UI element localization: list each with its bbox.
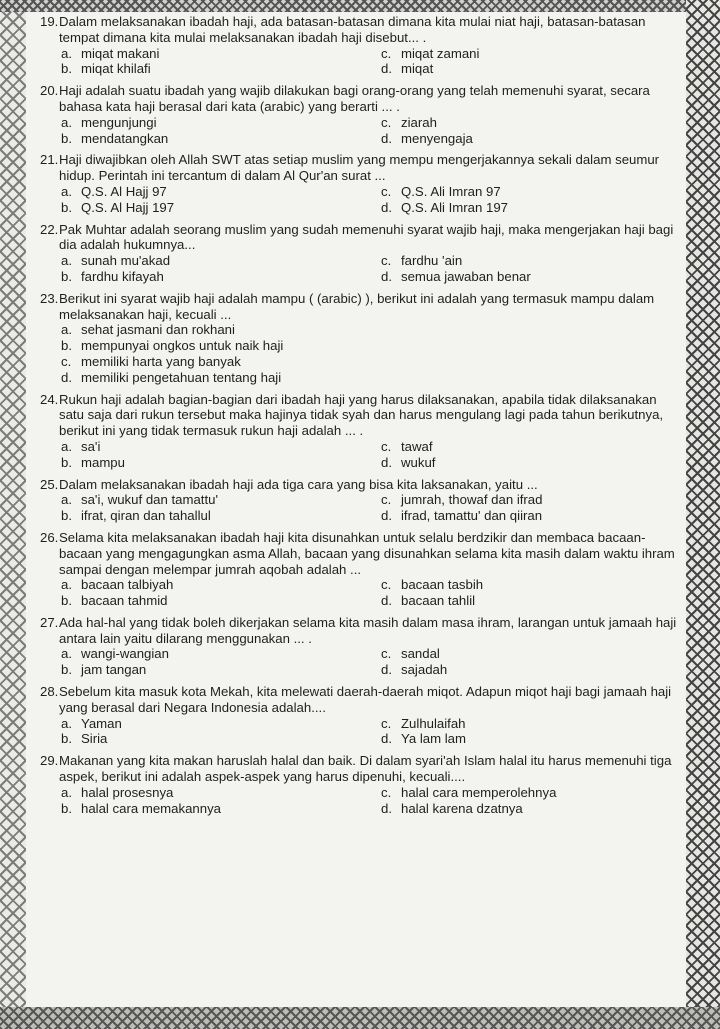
option-text: wangi-wangian xyxy=(81,646,169,662)
option-text: ifrat, qiran dan tahallul xyxy=(81,508,211,524)
answer-option[interactable] xyxy=(61,61,361,77)
answer-option[interactable] xyxy=(61,508,361,524)
question-stem xyxy=(40,615,680,647)
option-letter: b. xyxy=(61,338,72,354)
option-letter: a. xyxy=(61,492,72,508)
option-text: halal prosesnya xyxy=(81,784,174,800)
answer-option[interactable] xyxy=(381,646,681,662)
answer-option[interactable] xyxy=(61,731,361,747)
option-letter: c. xyxy=(381,577,392,593)
answer-options xyxy=(40,492,680,524)
question-item xyxy=(40,615,680,678)
answer-option[interactable] xyxy=(381,455,681,471)
question-number: 24. xyxy=(40,391,59,407)
option-text: sehat jasmani dan rokhani xyxy=(81,322,235,338)
option-text: mampu xyxy=(81,454,125,470)
option-text: mengunjungi xyxy=(81,114,157,130)
decorative-border-top xyxy=(0,0,720,12)
option-letter: b. xyxy=(61,130,72,146)
option-letter: d. xyxy=(381,662,392,678)
question-stem xyxy=(40,83,680,115)
option-text: miqat khilafi xyxy=(81,61,151,77)
answer-option[interactable] xyxy=(381,61,681,77)
question-item xyxy=(40,530,680,609)
option-text: mendatangkan xyxy=(81,130,169,146)
question-item xyxy=(40,222,680,285)
question-text: Haji adalah suatu ibadah yang wajib dilakukan bagi orang-orang yang telah memenuhi syarat, secara bahasa kata haji berasal dari kata (arabic) yang berarti ... . xyxy=(59,83,650,114)
option-letter: c. xyxy=(381,646,392,662)
answer-options xyxy=(40,46,680,78)
answer-option[interactable] xyxy=(381,662,681,678)
answer-option[interactable] xyxy=(61,801,361,817)
option-letter: b. xyxy=(61,662,72,678)
option-letter: c. xyxy=(381,438,392,454)
question-number: 19. xyxy=(40,14,59,29)
option-letter: a. xyxy=(61,784,72,800)
option-text: semua jawaban benar xyxy=(401,268,531,284)
answer-option[interactable] xyxy=(381,200,681,216)
question-text: Rukun haji adalah bagian-bagian dari ibadah haji yang harus dilaksanakan, apabila tidak dilaksanakan satu saja dari rukun tersebut maka hajinya tidak syah dan harus mengulang lagi pada tahun berikutnya, berikut ini yang tidak termasuk rukun haji adalah ... . xyxy=(59,391,664,439)
option-letter: c. xyxy=(381,253,392,269)
question-text: Dalam melaksanakan ibadah haji ada tiga cara yang bisa kita laksanakan, yaitu ... xyxy=(59,476,538,492)
answer-option[interactable] xyxy=(61,269,361,285)
answer-option[interactable] xyxy=(381,731,681,747)
answer-option[interactable] xyxy=(61,115,361,131)
option-letter: d. xyxy=(381,593,392,609)
option-letter: b. xyxy=(61,268,72,284)
option-letter: b. xyxy=(61,454,72,470)
question-stem xyxy=(40,152,680,184)
answer-option[interactable] xyxy=(61,338,680,354)
answer-option[interactable] xyxy=(61,354,680,370)
answer-options xyxy=(40,716,680,748)
option-letter: c. xyxy=(381,45,392,61)
option-letter: d. xyxy=(381,508,392,524)
answer-options xyxy=(40,439,680,471)
option-letter: d. xyxy=(381,199,392,215)
question-text: Ada hal-hal yang tidak boleh dikerjakan selama kita masih dalam masa ihram, larangan untuk jamaah haji antara lain yaitu dilarang menggunakan ... . xyxy=(59,614,677,646)
answer-options xyxy=(40,115,680,147)
option-text: halal karena dzatnya xyxy=(401,800,523,816)
option-text: memiliki pengetahuan tentang haji xyxy=(81,369,282,385)
option-letter: c. xyxy=(381,183,392,199)
option-letter: c. xyxy=(381,114,392,130)
question-item xyxy=(40,753,680,816)
option-letter: d. xyxy=(381,61,392,77)
option-letter: d. xyxy=(381,130,392,146)
answer-option[interactable] xyxy=(61,200,361,216)
option-letter: a. xyxy=(61,45,72,61)
answer-options xyxy=(40,577,680,609)
question-number: 22. xyxy=(40,221,59,237)
option-text: fardhu 'ain xyxy=(401,253,463,269)
option-letter: c. xyxy=(381,784,392,800)
answer-option[interactable] xyxy=(381,184,681,200)
option-letter: a. xyxy=(61,183,72,199)
answer-option[interactable] xyxy=(61,646,361,662)
option-text: memiliki harta yang banyak xyxy=(81,353,241,369)
question-item xyxy=(40,152,680,215)
option-text: sunah mu'akad xyxy=(81,253,171,269)
option-letter: d. xyxy=(381,268,392,284)
option-letter: a. xyxy=(61,577,72,593)
option-text: sa'i xyxy=(81,438,101,454)
option-text: miqat xyxy=(401,61,434,77)
option-text: Q.S. Al Hajj 97 xyxy=(81,183,167,199)
question-stem xyxy=(40,530,680,577)
answer-option[interactable] xyxy=(61,785,361,801)
option-letter: b. xyxy=(61,731,72,747)
option-letter: d. xyxy=(381,731,392,747)
option-text: ziarah xyxy=(401,114,437,130)
option-text: sajadah xyxy=(401,662,448,678)
question-text: Sebelum kita masuk kota Mekah, kita melewati daerah-daerah miqot. Adapun miqot haji bagi jamaah haji yang berasal dari Negara Indonesia adalah.... xyxy=(59,684,672,715)
option-letter: a. xyxy=(61,646,72,662)
option-text: Siria xyxy=(81,731,108,747)
answer-options xyxy=(40,646,680,678)
answer-option[interactable] xyxy=(381,131,681,147)
answer-option[interactable] xyxy=(61,439,361,455)
answer-option[interactable] xyxy=(61,577,361,593)
question-text: Selama kita melaksanakan ibadah haji kita disunahkan untuk selalu berdzikir dan membaca bacaan-bacaan yang mengagungkan asma Allah, bacaan yang disunahkan selama kita masih dalam waktu ihram sampai dengan melempar jumrah aqobah adalah ... xyxy=(59,529,675,577)
question-number: 28. xyxy=(40,684,59,700)
question-item xyxy=(40,291,680,386)
option-text: Ya lam lam xyxy=(401,731,466,747)
answer-option[interactable] xyxy=(61,46,361,62)
option-text: bacaan talbiyah xyxy=(81,577,174,593)
answer-option[interactable] xyxy=(381,492,681,508)
option-text: mempunyai ongkos untuk naik haji xyxy=(81,338,284,354)
option-letter: a. xyxy=(61,322,72,338)
option-text: tawaf xyxy=(401,438,433,454)
question-stem xyxy=(40,392,680,439)
question-stem xyxy=(40,291,680,323)
question-text: Makanan yang kita makan haruslah halal dan baik. Di dalam syari'ah Islam halal itu harus memenuhi tiga aspek, berikut ini adalah aspek-aspek yang harus dipenuhi, kecuali.... xyxy=(59,753,672,785)
answer-option[interactable] xyxy=(61,492,361,508)
option-text: halal cara memperolehnya xyxy=(401,784,557,800)
question-text: Dalam melaksanakan ibadah haji, ada batasan-batasan dimana kita mulai niat haji, batasan-batasan tempat dimana kita mulai melaksanakan ibadah haji disebut... . xyxy=(59,14,646,45)
option-letter: a. xyxy=(61,253,72,269)
answer-option[interactable] xyxy=(61,593,361,609)
option-text: Q.S. Ali Imran 97 xyxy=(401,183,501,199)
answer-option[interactable] xyxy=(381,577,681,593)
question-number: 21. xyxy=(40,152,59,168)
answer-option[interactable] xyxy=(61,131,361,147)
option-letter: a. xyxy=(61,715,72,731)
option-letter: a. xyxy=(61,114,72,130)
option-text: fardhu kifayah xyxy=(81,268,164,284)
question-number: 23. xyxy=(40,290,59,306)
answer-option[interactable] xyxy=(381,716,681,732)
question-item xyxy=(40,684,680,747)
answer-option[interactable] xyxy=(61,455,361,471)
option-text: jumrah, thowaf dan ifrad xyxy=(401,492,543,508)
answer-option[interactable] xyxy=(381,508,681,524)
option-text: bacaan tahmid xyxy=(81,593,168,609)
answer-option[interactable] xyxy=(61,662,361,678)
answer-options xyxy=(40,253,680,285)
option-text: jam tangan xyxy=(81,662,147,678)
question-stem xyxy=(40,684,680,716)
option-letter: c. xyxy=(381,492,392,508)
decorative-border-right xyxy=(686,0,720,1029)
option-letter: b. xyxy=(61,800,72,816)
question-list xyxy=(40,14,680,822)
question-stem xyxy=(40,14,680,46)
answer-option[interactable] xyxy=(381,801,681,817)
decorative-border-left xyxy=(0,0,26,1029)
option-letter: c. xyxy=(381,715,392,731)
question-number: 26. xyxy=(40,529,59,545)
option-text: halal cara memakannya xyxy=(81,800,222,816)
option-text: wukuf xyxy=(401,454,436,470)
answer-options xyxy=(40,785,680,817)
question-number: 20. xyxy=(40,83,59,99)
answer-option[interactable] xyxy=(381,253,681,269)
question-text: Haji diwajibkan oleh Allah SWT atas setiap muslim yang mempu mengerjakannya sekali dalam seumur hidup. Perintah ini tercantum di dalam Al Qur'an surat ... xyxy=(59,152,660,184)
answer-options xyxy=(40,184,680,216)
answer-option[interactable] xyxy=(381,593,681,609)
option-letter: b. xyxy=(61,593,72,609)
answer-option[interactable] xyxy=(61,322,680,338)
answer-options xyxy=(40,322,680,385)
option-text: Q.S. Al Hajj 197 xyxy=(81,199,175,215)
answer-option[interactable] xyxy=(381,269,681,285)
question-text: Pak Muhtar adalah seorang muslim yang sudah memenuhi syarat wajib haji, maka mengerjakan haji bagi dia adalah hukumnya... xyxy=(59,221,674,253)
option-text: Yaman xyxy=(81,715,122,731)
option-letter: d. xyxy=(381,454,392,470)
answer-option[interactable] xyxy=(61,716,361,732)
question-item xyxy=(40,83,680,146)
answer-option[interactable] xyxy=(61,370,680,386)
answer-option[interactable] xyxy=(381,46,681,62)
question-text: Berikut ini syarat wajib haji adalah mampu ( (arabic) ), berikut ini adalah yang termasuk mampu dalam melaksanakan haji, kecuali ... xyxy=(59,290,655,322)
question-number: 25. xyxy=(40,476,59,492)
answer-option[interactable] xyxy=(381,115,681,131)
option-text: bacaan tahlil xyxy=(401,593,476,609)
option-text: ifrad, tamattu' dan qiiran xyxy=(401,508,543,524)
option-letter: b. xyxy=(61,199,72,215)
option-text: menyengaja xyxy=(401,130,473,146)
question-number: 27. xyxy=(40,614,59,630)
option-text: Zulhulaifah xyxy=(401,715,466,731)
option-text: Q.S. Ali Imran 197 xyxy=(401,199,509,215)
answer-option[interactable] xyxy=(381,439,681,455)
decorative-border-bottom xyxy=(0,1007,720,1029)
option-letter: b. xyxy=(61,61,72,77)
answer-option[interactable] xyxy=(61,184,361,200)
question-item xyxy=(40,477,680,524)
question-stem xyxy=(40,753,680,785)
option-letter: a. xyxy=(61,438,72,454)
option-letter: c. xyxy=(61,353,72,369)
question-number: 29. xyxy=(40,753,59,769)
question-item xyxy=(40,14,680,77)
question-stem xyxy=(40,222,680,254)
option-letter: d. xyxy=(381,800,392,816)
question-item xyxy=(40,392,680,471)
option-letter: b. xyxy=(61,508,72,524)
answer-option[interactable] xyxy=(381,785,681,801)
answer-option[interactable] xyxy=(61,253,361,269)
option-text: miqat zamani xyxy=(401,45,480,61)
option-text: sandal xyxy=(401,646,440,662)
option-letter: d. xyxy=(61,369,72,385)
option-text: miqat makani xyxy=(81,45,160,61)
question-stem xyxy=(40,477,680,493)
option-text: bacaan tasbih xyxy=(401,577,484,593)
option-text: sa'i, wukuf dan tamattu' xyxy=(81,492,218,508)
